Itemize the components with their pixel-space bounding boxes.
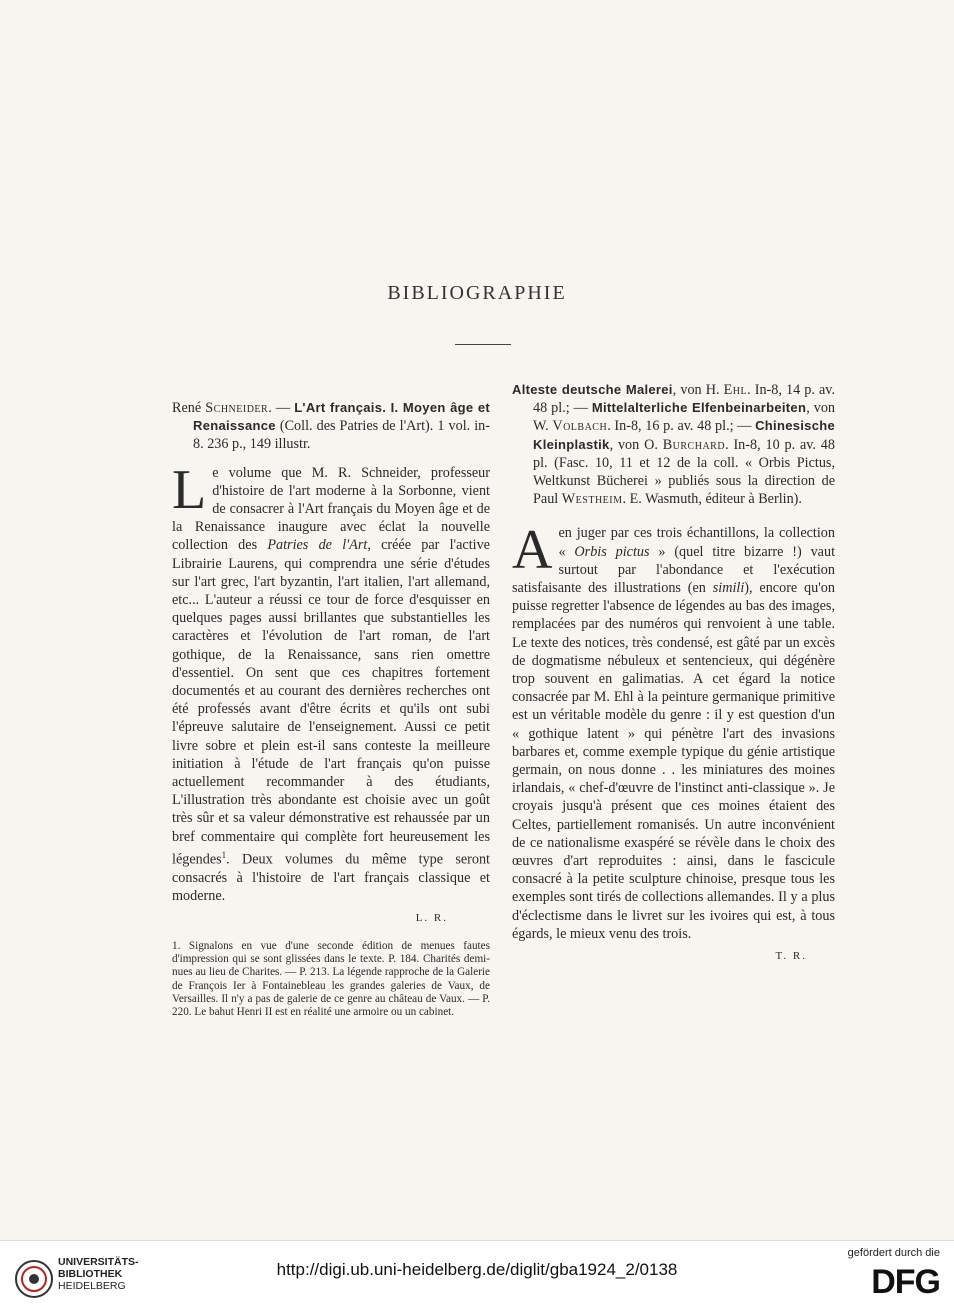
italic-text: simili xyxy=(712,580,745,597)
body-text: en juger par ces trois échantillons, la collection « xyxy=(558,525,835,560)
book-title: Chinesische Kleinplastik xyxy=(533,418,835,452)
review-body xyxy=(172,458,490,906)
footnote: 1. Signalons en vue d'une seconde édition de menues fautes d'impression qui se sont glissées dans le texte. P. 184. Charités demi-nues au lieu de Charites. — P. 213. La légende rapproche de la Galerie de François Ier à Fontainebleau les grandes galeries de Vaux, de Versailles. Il n'y a pas de galerie de ce genre au château de Vaux. — P. 220. Le bahut Henri II est en réalité une armoire ou un cabinet. xyxy=(172,940,490,1019)
review-entry-heading xyxy=(172,399,490,454)
library-line: HEIDELBERG xyxy=(58,1280,126,1292)
library-line: BIBLIOTHEK xyxy=(58,1268,123,1280)
book-title: Mittelalterliche Elfenbeinarbeiten xyxy=(591,400,807,416)
italic-text: Orbis pictus xyxy=(574,543,650,560)
entry-dash: . — xyxy=(268,400,295,416)
book-title: L'Art français. I. Moyen âge et Renaissance xyxy=(193,400,491,434)
drop-cap: L xyxy=(172,458,207,521)
body-text: ), encore qu'on puisse regretter l'absence de légendes au bas des images, remplacées par des numéros qui renvoient à une table. Le texte des notices, très condensé, est gâté par un excès de dogmatisme nébuleux et sentencieux, qui dégénère trop souvent en galimatias. A cet égard la notice consacrée par M. Ehl à la peinture germanique primitive est un véritable modèle du genre : il y est question d'un « gothique latent » qui pénètre l'art des invasions barbares et, comme exemple typique du génie artistique germain, on nous donne . . les miniatures des moines irlandais, « chef-d'œuvre de l'instinct anti-classique ». Je croyais jusqu'à présent que ces moines étaient des Celtes, partiellement romanisés. Un autre inconvénient de ce nationalisme exaspéré se révèle dans le choix des œuvres d'art reproduites : ainsi, dans le fascicule consacré à la petite sculpture chinoise, presque tous les exemples sont tirés de collections allemandes. Il y a plus d'éclectisme dans le livret sur les ivoires qui est, à tous égards, le mieux venu des trois. xyxy=(512,580,835,942)
library-line: UNIVERSITÄTS- xyxy=(58,1256,139,1268)
funded-by-label: gefördert durch die xyxy=(847,1247,940,1259)
author-prefix: René xyxy=(172,400,206,416)
author-name: Ehl xyxy=(723,382,748,398)
entry-text: . In-8, 16 p. av. 48 pl.; — xyxy=(607,418,756,435)
drop-cap: A xyxy=(512,519,553,582)
entry-text: . E. Wasmuth, éditeur à Berlin). xyxy=(622,491,802,508)
book-details: (Coll. des Patries de l'Art). 1 vol. in-8. 236 p., 149 illustr. xyxy=(193,418,490,453)
page-title: BIBLIOGRAPHIE xyxy=(387,282,567,304)
body-text: » (quel titre bizarre !) vaut surtout par l'abondance et l'exécution satisfaisante des illustrations (en xyxy=(512,543,836,597)
entry-text: . In-8, 14 p. av. 48 pl.; — xyxy=(533,382,835,417)
entry-text: , von H. xyxy=(672,382,724,398)
signature: L. R. xyxy=(415,912,448,925)
book-title: Alteste deutsche Malerei xyxy=(512,382,673,397)
body-text: , créée par l'active Librairie Laurens, qui comprendra une série d'études sur l'art grec, l'art byzantin, l'art italien, l'art allemand, etc... L'auteur a réussi ce tour de force d'esquisser en quelques pages aussi brillantes que substantielles les caractères et l'évolution de l'art roman, de l'art gothique, de la Renaissance, sans rien omettre d'essentiel. On sent que ces chapitres fortement documentés et au courant des dernières recherches ont été professés avant d'être écrits et qu'ils ont subi l'épreuve salutaire de l'enseignement. Aussi ce petit livre sobre et plein est-il sans conteste la meilleure initiation à l'étude de l'art français qu'on puisse actuellement recommander à des étudiants, L'illustration très abondante est choisie avec un goût très sûr et sa valeur démonstrative est rehaussée par un bref commentaire qui complète fort heureusement les légendes xyxy=(172,537,490,868)
body-text: . Deux volumes du même type seront consacrés à l'histoire de l'art français classique et moderne. xyxy=(172,851,490,905)
editor-name: Westheim xyxy=(561,491,623,508)
title-rule xyxy=(455,344,511,345)
footnote-mark: 1 xyxy=(221,849,227,860)
review-entry-heading xyxy=(512,381,835,508)
author-name: Volbach xyxy=(552,418,608,435)
right-column xyxy=(512,381,835,965)
footer-bar xyxy=(0,1240,954,1307)
signature: T. R. xyxy=(775,950,807,963)
source-url-link[interactable]: http://digi.ub.uni-heidelberg.de/diglit/gba1924_2/0138 xyxy=(276,1260,678,1279)
author-name: Burchard xyxy=(662,436,726,453)
review-body xyxy=(512,519,836,943)
left-column xyxy=(172,399,490,927)
dfg-logo: DFG xyxy=(871,1263,940,1301)
entry-text: , von O. xyxy=(609,436,663,453)
author-name: Schneider xyxy=(205,400,269,416)
italic-text: Patries de l'Art xyxy=(267,537,368,554)
entry-text: , von W. xyxy=(533,400,836,435)
body-text: e volume que M. R. Schneider, professeur d'histoire de l'art moderne à la Sorbonne, vient de consacrer à l'Art français du Moyen âge et de la Renaissance inaugure avec éclat la nouvelle collection des xyxy=(172,464,490,554)
entry-text: . In-8, 10 p. av. 48 pl. (Fasc. 10, 11 et 12 de la coll. « Orbis Pictus, Weltkunst Bücherei » publiés sous la direction de Paul xyxy=(533,436,835,508)
